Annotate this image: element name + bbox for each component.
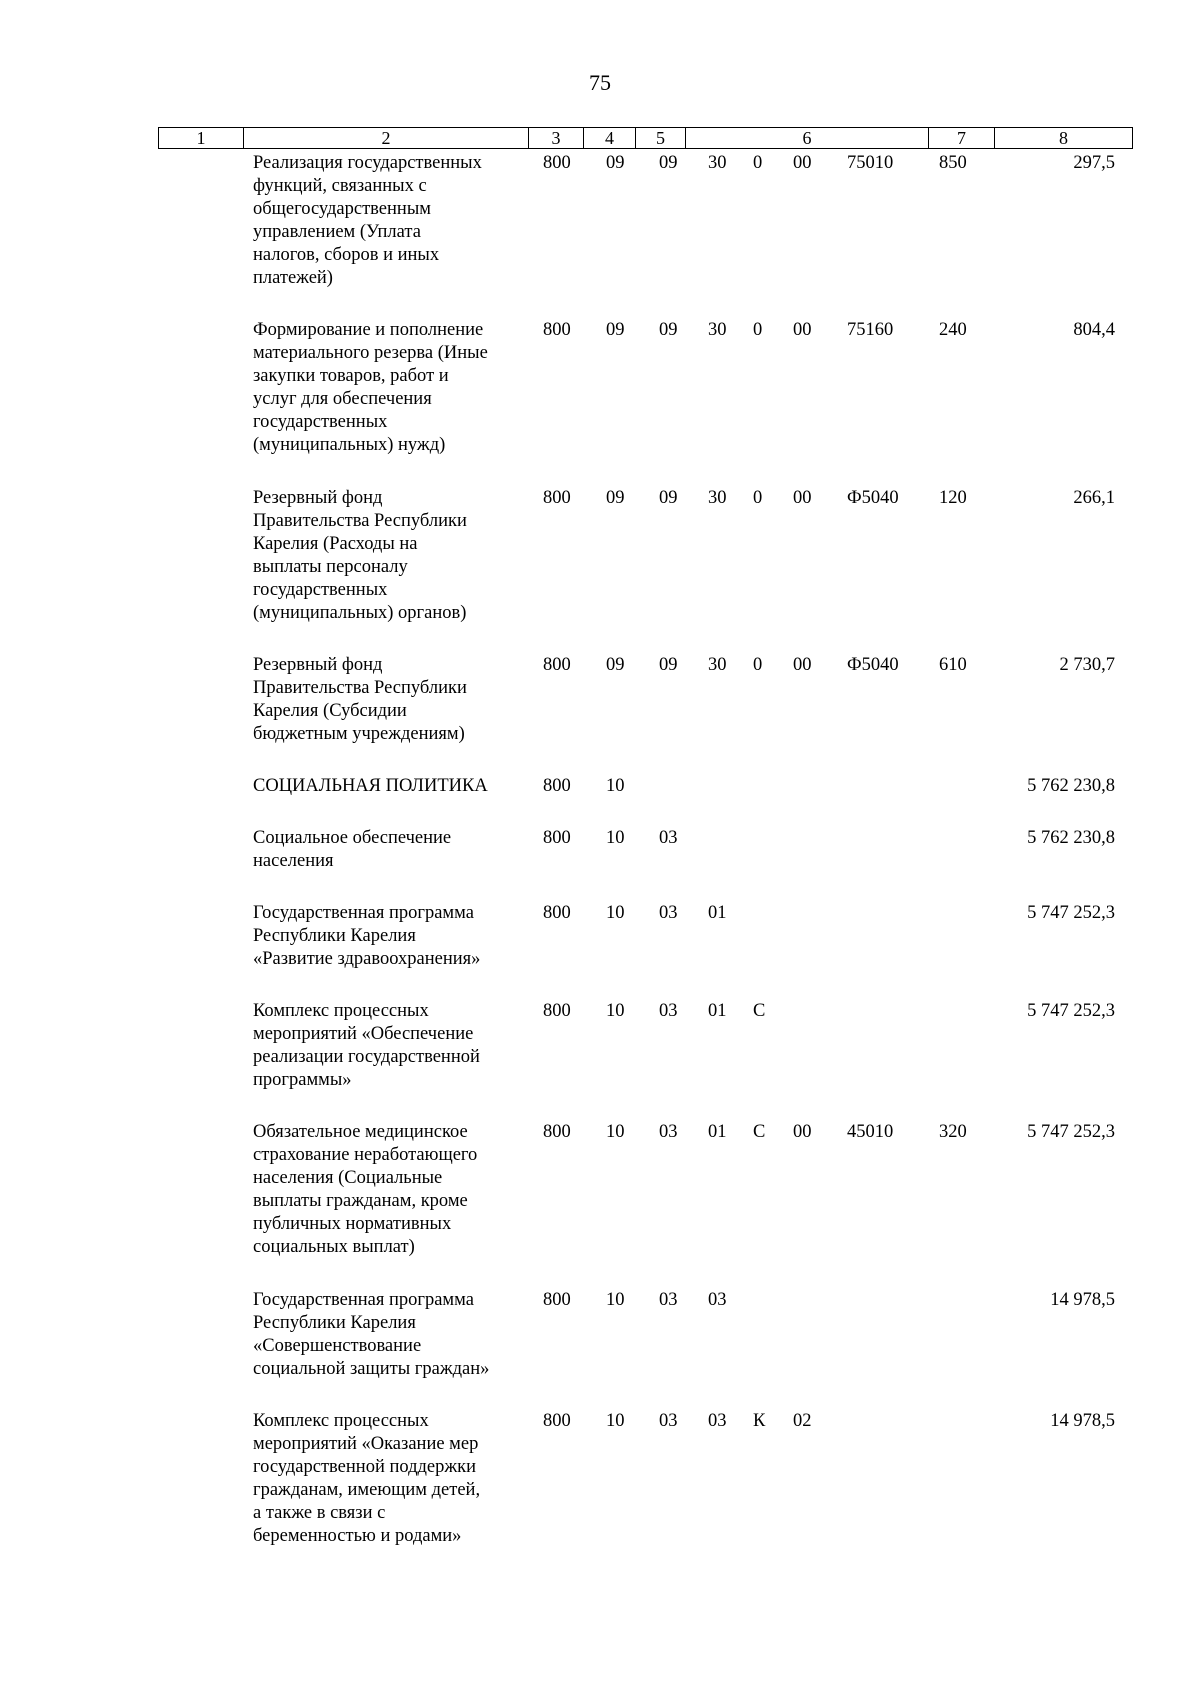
header-col-4: 4 [583,128,635,148]
row-col-4: 09 [606,153,625,173]
row-col-6-event: 00 [793,320,812,340]
row-col-4: 09 [606,488,625,508]
row-col-6-program: 03 [708,1411,727,1431]
row-col-4: 10 [606,903,625,923]
row-col-5: 03 [659,903,678,923]
row-col-6-event: 00 [793,655,812,675]
row-col-6-subprogram: 0 [753,655,763,675]
row-col-7: 320 [939,1122,967,1142]
row-col-6-direction: 75160 [847,320,894,340]
row-col-3: 800 [543,1122,571,1142]
row-col-3: 800 [543,488,571,508]
row-col-5: 09 [659,488,678,508]
row-col-6-subprogram: 0 [753,320,763,340]
row-description: Социальное обеспечение населения [253,828,452,871]
row-col-6-program: 30 [708,153,727,173]
row-col-5: 09 [659,655,678,675]
header-col-8: 8 [994,128,1132,148]
row-description: Формирование и пополнение материального резерва (Иные закупки товаров, работ и услуг для обеспечения государственных (муниципальных) нужд) [253,320,488,455]
row-col-6-program: 03 [708,1290,727,1310]
row-col-6-program: 01 [708,1001,727,1021]
row-col-5: 03 [659,1122,678,1142]
row-col-3: 800 [543,655,571,675]
row-col-6-direction: Ф5040 [847,488,899,508]
page-number: 75 [589,70,611,95]
row-col-6-subprogram: 0 [753,488,763,508]
row-col-6-subprogram: 0 [753,153,763,173]
header-col-7: 7 [928,128,994,148]
header-col-2: 2 [243,128,528,148]
header-col-1: 1 [196,128,206,148]
row-col-8-amount: 2 730,7 [1059,655,1115,675]
row-col-3: 800 [543,903,571,923]
row-col-8-amount: 5 747 252,3 [1027,1001,1115,1021]
row-col-6-program: 01 [708,1122,727,1142]
row-col-6-program: 30 [708,488,727,508]
header-col-6: 6 [685,128,928,148]
header-col-5: 5 [635,128,685,148]
row-col-8-amount: 5 747 252,3 [1027,903,1115,923]
row-col-8-amount: 5 762 230,8 [1027,776,1115,796]
row-col-7: 850 [939,153,967,173]
row-col-8-amount: 804,4 [1073,320,1115,340]
row-col-6-event: 02 [793,1411,812,1431]
row-col-4: 09 [606,320,625,340]
row-col-8-amount: 266,1 [1073,488,1115,508]
row-col-5: 09 [659,320,678,340]
row-col-3: 800 [543,1001,571,1021]
row-col-3: 800 [543,320,571,340]
row-col-5: 03 [659,1001,678,1021]
row-description: Резервный фонд Правительства Республики Карелия (Расходы на выплаты персоналу государственных (муниципальных) органов) [253,488,467,623]
row-col-4: 10 [606,776,625,796]
row-description: Комплекс процессных мероприятий «Оказание мер государственной поддержки гражданам, имеющим детей, а также в связи с беременностью и родами» [253,1411,481,1546]
row-description: СОЦИАЛЬНАЯ ПОЛИТИКА [253,776,488,796]
row-col-7: 120 [939,488,967,508]
row-col-6-event: 00 [793,153,812,173]
row-col-4: 09 [606,655,625,675]
row-col-6-direction: 45010 [847,1122,894,1142]
row-col-6-program: 30 [708,320,727,340]
row-col-3: 800 [543,828,571,848]
row-col-5: 09 [659,153,678,173]
row-col-8-amount: 5 747 252,3 [1027,1122,1115,1142]
row-col-4: 10 [606,1001,625,1021]
row-col-4: 10 [606,828,625,848]
row-col-3: 800 [543,1411,571,1431]
row-col-6-program: 01 [708,903,727,923]
row-col-8-amount: 297,5 [1073,153,1115,173]
row-description: Резервный фонд Правительства Республики Карелия (Субсидии бюджетным учреждениям) [253,655,467,744]
row-description: Государственная программа Республики Карелия «Совершенствование социальной защиты граждан» [253,1290,490,1379]
row-description: Обязательное медицинское страхование неработающего населения (Социальные выплаты гражданам, кроме публичных нормативных социальных выплат) [253,1122,478,1257]
row-col-6-subprogram: С [753,1122,766,1142]
row-col-8-amount: 5 762 230,8 [1027,828,1115,848]
row-col-5: 03 [659,828,678,848]
row-col-4: 10 [606,1122,625,1142]
row-col-3: 800 [543,1290,571,1310]
row-col-6-event: 00 [793,1122,812,1142]
row-col-6-subprogram: С [753,1001,766,1021]
row-col-8-amount: 14 978,5 [1050,1411,1115,1431]
table-header-row [158,127,1133,149]
row-col-4: 10 [606,1411,625,1431]
row-col-3: 800 [543,776,571,796]
row-col-6-event: 00 [793,488,812,508]
row-description: Реализация государственных функций, связанных с общегосударственным управлением (Уплата налогов, сборов и иных платежей) [253,153,482,288]
row-col-6-direction: Ф5040 [847,655,899,675]
row-col-7: 610 [939,655,967,675]
row-col-5: 03 [659,1411,678,1431]
row-col-6-subprogram: К [753,1411,766,1431]
row-description: Государственная программа Республики Карелия «Развитие здравоохранения» [253,903,481,969]
row-col-6-program: 30 [708,655,727,675]
row-description: Комплекс процессных мероприятий «Обеспечение реализации государственной программы» [253,1001,480,1090]
header-col-3: 3 [528,128,583,148]
row-col-4: 10 [606,1290,625,1310]
row-col-6-direction: 75010 [847,153,894,173]
row-col-3: 800 [543,153,571,173]
row-col-7: 240 [939,320,967,340]
row-col-8-amount: 14 978,5 [1050,1290,1115,1310]
row-col-5: 03 [659,1290,678,1310]
